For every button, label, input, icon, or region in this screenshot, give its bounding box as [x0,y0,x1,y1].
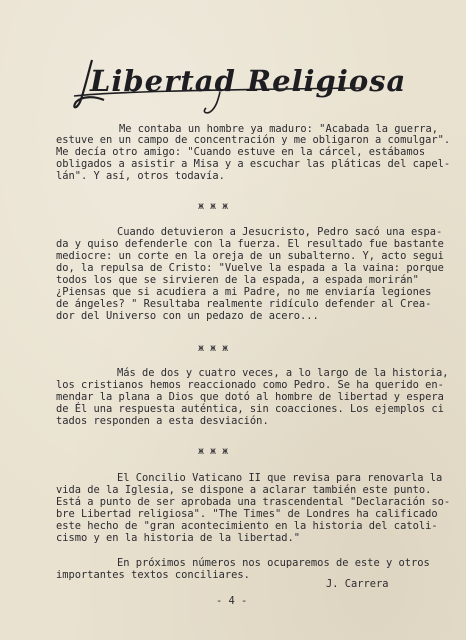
paragraph-2-line-6: ¿Piensas que si acudiera a mi Padre, no me enviaría legiones [56,286,432,298]
paragraph-5-line-1: En próximos números nos ocuparemos de este y otros [117,557,430,569]
article-title [70,52,407,116]
paragraph-3-line-5: tados responden a esta desviación. [56,415,269,427]
paragraph-4-line-6: cismo y en la historia de la libertad." [56,532,300,544]
page-number: - 4 - [216,595,248,607]
title-text: Libertad Religiosa [90,64,407,98]
author-signature: J. Carrera [326,578,389,590]
paragraph-1-line-5: lán". Y así, otros todavía. [56,170,225,182]
paragraph-2-line-4: do, la repulsa de Cristo: "Vuelve la espada a la vaina: porque [56,262,444,274]
paragraph-4-line-5: este hecho de "gran acontecimiento en la historia del catoli- [56,520,438,532]
paragraph-3-line-4: de Él una respuesta auténtica, sin coacciones. Los ejemplos ci [56,403,444,415]
paragraph-4-line-1: El Concilio Vaticano II que revisa para renovarla la [117,472,443,484]
section-separator-1: ж ж ж [198,201,229,212]
paragraph-4-line-4: bre Libertad religiosa". "The Times" de Londres ha calificado [56,508,438,520]
paragraph-1-line-3: Me decía otro amigo: "Cuando estuve en la cárcel, estábamos [56,146,426,158]
paragraph-1-line-4: obligados a asistir a Misa y a escuchar las pláticas del capel- [56,158,451,170]
paragraph-2-line-5: todos los que se sirvieren de la espada, a espada morirán" [56,274,419,286]
paragraph-3-line-1: Más de dos y cuatro veces, a lo largo de la historia, [117,367,449,379]
paragraph-4-line-3: Está a punto de ser aprobada una trascendental "Declaración so- [56,496,451,508]
section-separator-2: ж ж ж [198,343,229,354]
paragraph-3-line-2: los cristianos hemos reaccionado como Pedro. Se ha querido en- [56,379,444,391]
paragraph-2-line-3: mediocre: un corte en la oreja de un subalterno. Y, acto segui [56,250,444,262]
paragraph-2-line-2: da y quiso defenderle con la fuerza. El resultado fue bastante [56,238,444,250]
paragraph-1-line-1: Me contaba un hombre ya maduro: "Acabada la guerra, [119,123,439,135]
paragraph-2-line-8: dor del Universo con un pedazo de acero... [56,310,319,322]
paragraph-2-line-7: de ángeles? " Resultaba realmente ridículo defender al Crea- [56,298,432,310]
paragraph-2-line-1: Cuando detuvieron a Jesucristo, Pedro sacó una espa- [117,226,443,238]
section-separator-3: ж ж ж [198,446,229,457]
paragraph-4-line-2: vida de la Iglesia, se dispone a aclarar también este punto. [56,484,432,496]
paragraph-5-line-2: importantes textos conciliares. [56,569,250,581]
paragraph-1-line-2: estuve en un campo de concentración y me obligaron a comulgar". [56,134,451,146]
paragraph-3-line-3: mendar la plana a Dios que dotó al hombre de libertad y espera [56,391,444,403]
